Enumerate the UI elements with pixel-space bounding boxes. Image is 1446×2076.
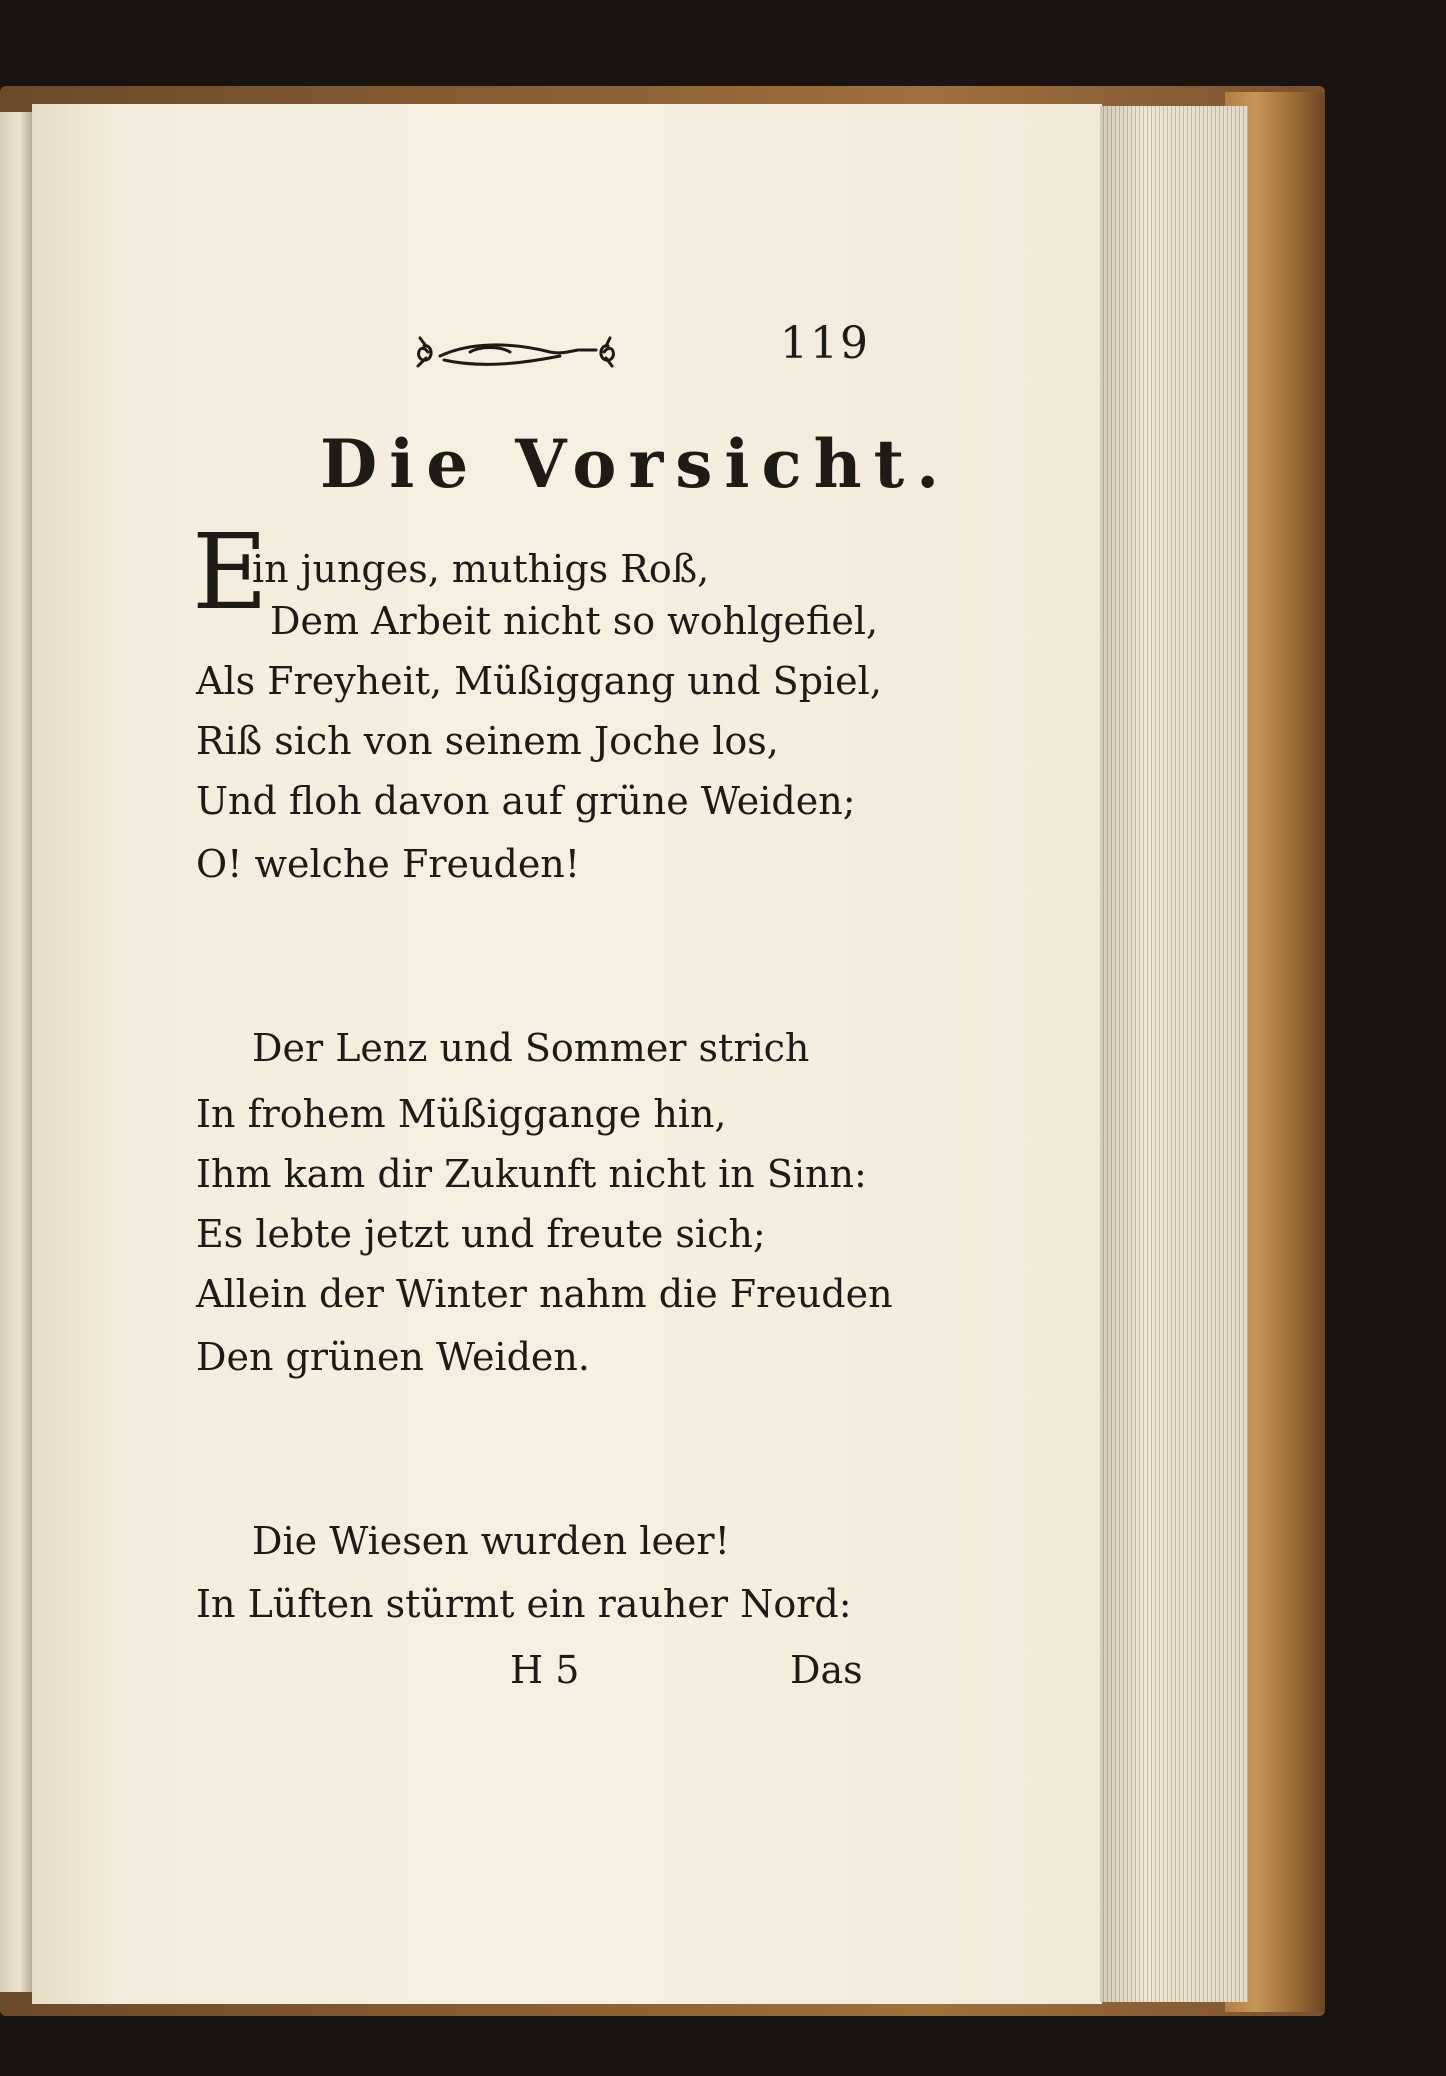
verse-line: Der Lenz und Sommer strich (252, 1026, 810, 1070)
verse-line: Und floh davon auf grüne Weiden; (196, 779, 856, 823)
signature-mark: H 5 (510, 1648, 580, 1692)
verse-line: In Lüften stürmt ein rauher Nord: (196, 1582, 852, 1626)
left-page-edge (0, 112, 32, 1992)
verse-line: in junges, muthigs Roß, (252, 547, 710, 591)
verse-line: Als Freyheit, Müßiggang und Spiel, (196, 659, 882, 703)
verse-line: Ihm kam dir Zukunft nicht in Sinn: (196, 1152, 867, 1196)
verse-line: O! welche Freuden! (196, 842, 581, 886)
verse-line: Den grünen Weiden. (196, 1335, 590, 1379)
verse-line: Es lebte jetzt und freute sich; (196, 1212, 766, 1256)
verse-line: Die Wiesen wurden leer! (252, 1519, 730, 1563)
page-number: 119 (780, 318, 870, 369)
verse-line: Riß sich von seinem Joche los, (196, 719, 779, 763)
drop-cap: E (192, 511, 268, 633)
verse-line: Dem Arbeit nicht so wohlgefiel, (270, 599, 879, 643)
verse-line: Allein der Winter nahm die Freuden (196, 1272, 893, 1316)
poem-title: Die Vorsicht. (320, 425, 952, 503)
verse-line: In frohem Müßiggange hin, (196, 1092, 727, 1136)
page-fore-edge-shadow (1100, 106, 1248, 2002)
ornament-icon (410, 322, 620, 380)
catchword: Das (790, 1648, 863, 1692)
